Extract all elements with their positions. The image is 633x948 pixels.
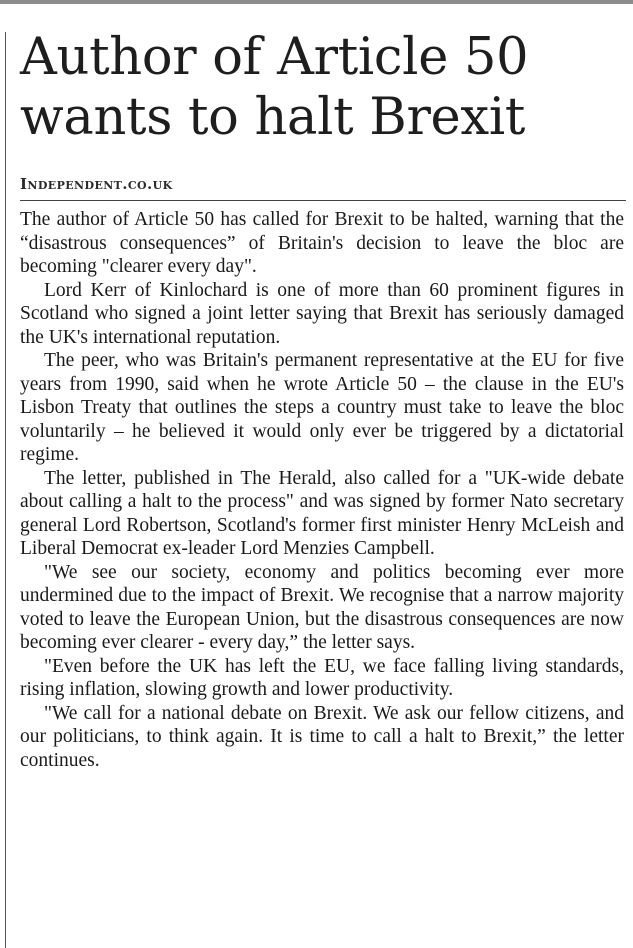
headline-line-1: Author of Article 50	[20, 28, 529, 87]
paragraph-6: "Even before the UK has left the EU, we face falling living standards, rising inflation, slowing growth and lower productivity.	[20, 655, 624, 700]
source-divider	[20, 200, 626, 201]
headline	[20, 28, 620, 148]
left-column-rule	[5, 32, 6, 948]
paragraph-1: The author of Article 50 has called for Brexit to be halted, warning that the “disastrous consequences” of Britain's decision to leave the bloc are becoming "clearer every day".	[20, 209, 624, 277]
paragraph-3: The peer, who was Britain's permanent representative at the EU for five years from 1990, said when he wrote Article 50 – the clause in the EU's Lisbon Treaty that outlines the steps a country must take to leave the bloc voluntarily – he believed it would only ever be triggered by a dictatorial regime.	[20, 350, 624, 465]
paragraph-4: The letter, published in The Herald, also called for a "UK-wide debate about calling a halt to the process" and was signed by former Nato secretary general Lord Robertson, Scotland's former first minister Henry McLeish and Liberal Democrat ex-leader Lord Menzies Campbell.	[20, 467, 624, 559]
headline-line-2: wants to halt Brexit	[20, 88, 526, 147]
paragraph-7: "We call for a national debate on Brexit. We ask our fellow citizens, and our politicians, to think again. It is time to call a halt to Brexit,” the letter continues.	[20, 702, 624, 771]
paragraph-2: Lord Kerr of Kinlochard is one of more than 60 prominent figures in Scotland who signed a joint letter saying that Brexit has seriously damaged the UK's international reputation.	[20, 279, 624, 348]
article-body	[20, 208, 624, 772]
source-credit: Independent.co.uk	[20, 175, 173, 193]
paragraph-5: "We see our society, economy and politics becoming ever more undermined due to the impact of Brexit. We recognise that a narrow majority voted to leave the European Union, but the disastrous consequences are now becoming ever clearer - every day,” the letter says.	[20, 561, 624, 653]
top-border-rule	[0, 0, 633, 4]
